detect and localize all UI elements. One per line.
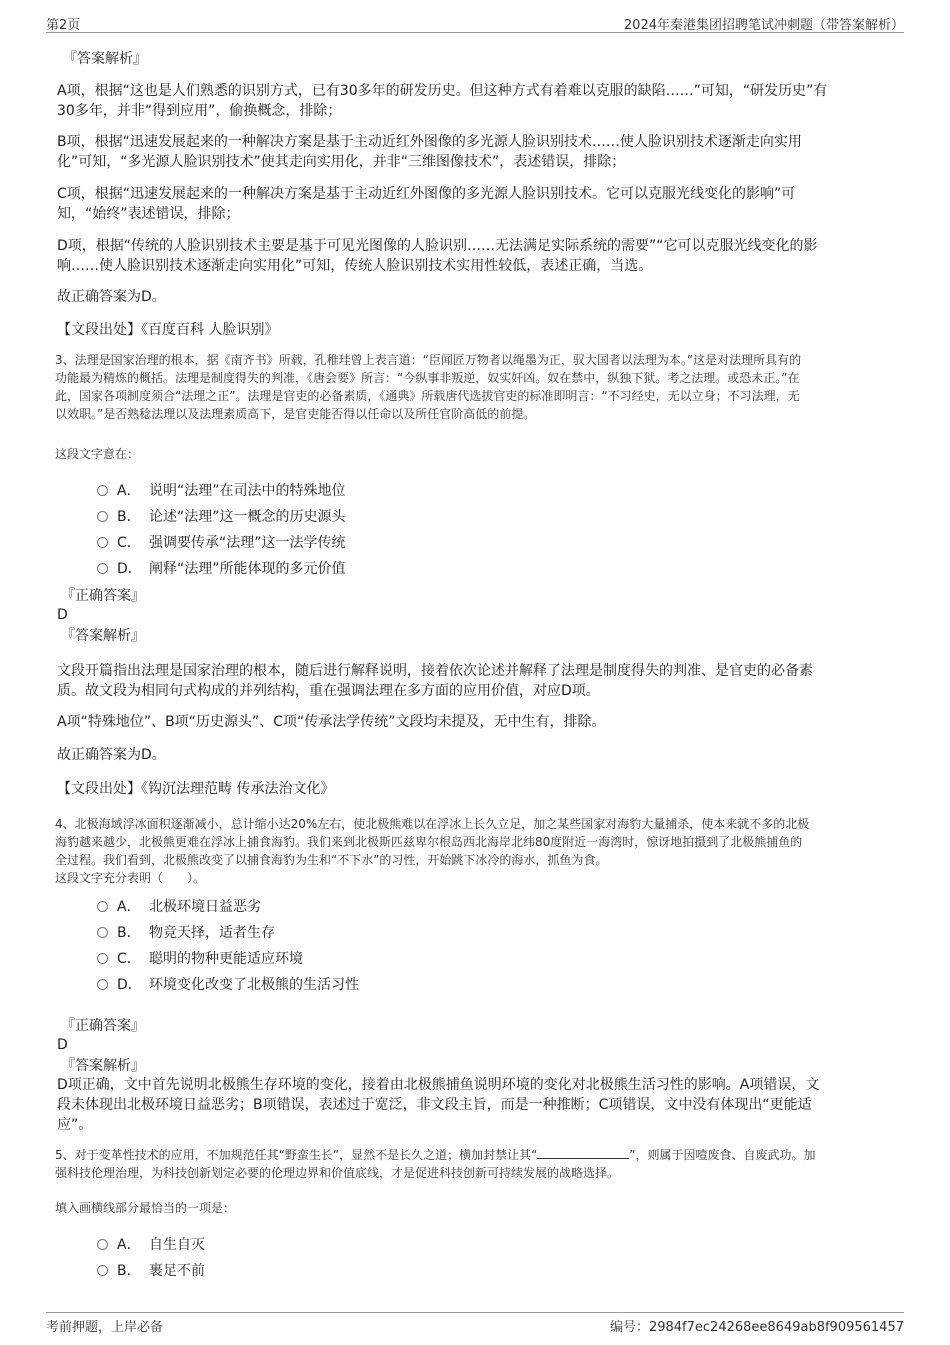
footer-code-label: 编号：	[609, 1320, 649, 1335]
radio-icon[interactable]	[97, 511, 108, 522]
option-letter: D．	[117, 977, 142, 993]
q3-answer-label: 『正确答案』	[61, 588, 145, 604]
q2-analysis-d-line: 响……使人脸识别技术逐渐走向实用化”可知，传统人脸识别技术实用性较低，表述正确，当选。	[57, 258, 653, 274]
document-title: 2024年秦港集团招聘笔试冲刺题（带答案解析）	[623, 18, 904, 33]
q5-stem-line: 强科技伦理治理，为科技创新划定必要的伦理边界和价值底线，才是促进科技创新可持续发展的战略选择。	[55, 1166, 620, 1180]
q4-analysis-line: 段未体现出北极环境日益恶劣；B项错误，表述过于宽泛，非文段主旨，而是一种推断；C项错误，文中没有体现出“更能适	[57, 1097, 812, 1113]
q3-analysis	[57, 661, 813, 701]
q5-option-a[interactable]	[97, 1235, 205, 1255]
q4-answer: D	[57, 1037, 68, 1053]
q2-analysis-d-line: D项，根据“传统的人脸识别技术主要是基于可见光图像的人脸识别……无法满足实际系统的需要”“它可以克服光线变化的影	[57, 238, 818, 254]
radio-icon[interactable]	[97, 1265, 108, 1276]
q2-analysis-a	[57, 81, 827, 121]
radio-icon[interactable]	[97, 1239, 108, 1250]
q3-source: 【文段出处】《钩沉法理范畴 传承法治文化》	[57, 781, 335, 797]
q2-analysis-label: 『答案解析』	[63, 51, 147, 67]
radio-icon[interactable]	[97, 979, 108, 990]
q5-stem-line	[55, 1146, 816, 1164]
q4-answer-label: 『正确答案』	[61, 1018, 145, 1034]
q3-option-d[interactable]	[97, 559, 346, 579]
q3-stem-line: 3、法理是国家治理的根本，据《南齐书》所载，孔稚珪曾上表言道：“臣闻匠万物者以绳墨为正，驭大国者以法理为本。”这是对法理所具有的	[55, 353, 802, 367]
q3-stem-line: 以效职。”是否熟稔法理以及法理素质高下，是官吏能否得以任命以及所任官阶高低的前提。	[55, 407, 536, 421]
option-text: 阐释“法理”所能体现的多元价值	[149, 561, 346, 577]
q2-analysis-b	[57, 132, 802, 172]
q2-analysis-c	[57, 184, 795, 224]
q2-analysis-b-line: 化”可知，“多光源人脸识别技术”使其走向实用化，并非“三维图像技术”，表述错误，排除；	[57, 154, 626, 170]
option-letter: B．	[117, 509, 141, 525]
option-text: 聪明的物种更能适应环境	[149, 951, 303, 967]
option-letter: C．	[117, 951, 141, 967]
q2-analysis-c-line: 知，“始终”表述错误，排除；	[57, 206, 240, 222]
q3-option-b[interactable]	[97, 507, 346, 527]
q4-analysis	[57, 1075, 819, 1135]
q2-source: 【文段出处】《百度百科 人脸识别》	[57, 322, 279, 338]
q2-analysis-a-line: 30多年，并非“得到应用”，偷换概念，排除；	[57, 103, 342, 119]
option-text: 裹足不前	[149, 1263, 205, 1279]
page-header	[46, 14, 904, 33]
option-letter: D．	[117, 561, 142, 577]
q3-stem-line: 此，国家各项制度须合“法理之正”。法理是官吏的必备素质，《通典》所载唐代选拔官吏的标准即明言：“不习经史，无以立身；不习法理，无	[55, 389, 800, 403]
q3-answer: D	[57, 607, 68, 623]
q5-stem	[55, 1146, 816, 1182]
option-text: 强调要传承“法理”这一法学传统	[149, 535, 346, 551]
q3-conclusion: 故正确答案为D。	[57, 747, 166, 763]
q3-stem	[55, 351, 801, 423]
option-letter: B．	[117, 1263, 141, 1279]
fill-blank	[537, 1146, 629, 1159]
footer-code	[610, 1316, 904, 1335]
q5-stem-before: 5、对于变革性技术的应用，不加规范任其“野蛮生长”，显然不是长久之道；横加封禁让其“	[55, 1148, 538, 1162]
option-text: 环境变化改变了北极熊的生活习性	[149, 977, 359, 993]
option-letter: A．	[117, 483, 141, 499]
q4-option-a[interactable]	[97, 897, 261, 917]
q2-analysis-c-line: C项，根据“迅速发展起来的一种解决方案是基于主动近红外图像的多光源人脸识别技术。它可以克服光线变化的影响”可	[57, 186, 796, 202]
option-text: 物竞天择，适者生存	[149, 925, 275, 941]
option-letter: A．	[117, 1237, 141, 1253]
option-letter: B．	[117, 925, 141, 941]
q3-exclusion: A项“特殊地位”、B项“历史源头”、C项“传承法学传统”文段均未提及，无中生有，排除。	[57, 714, 606, 730]
radio-icon[interactable]	[97, 901, 108, 912]
q4-stem	[55, 815, 809, 887]
q4-stem-line: 全过程。我们看到，北极熊改变了以捕食海豹为生和“不下水”的习性，开始跳下冰冷的海水，抓鱼为食。	[55, 853, 608, 867]
footer-code-value: 2984f7ec24268ee8649ab8f909561457	[648, 1320, 904, 1335]
q4-option-d[interactable]	[97, 975, 359, 995]
radio-icon[interactable]	[97, 485, 108, 496]
q4-analysis-line: 应”。	[57, 1117, 93, 1133]
radio-icon[interactable]	[97, 927, 108, 938]
q5-prompt: 填入画横线部分最恰当的一项是：	[55, 1201, 236, 1215]
q4-stem-line: 这段文字充分表明（ ）。	[55, 871, 206, 885]
q4-analysis-label: 『答案解析』	[61, 1058, 145, 1074]
q3-option-a[interactable]	[97, 481, 346, 501]
option-text: 论述“法理”这一概念的历史源头	[149, 509, 346, 525]
q2-analysis-a-line: A项，根据“这也是人们熟悉的识别方式，已有30多年的研发历史。但这种方式有着难以克服的缺陷……”可知，“研发历史”有	[57, 83, 828, 99]
q3-option-c[interactable]	[97, 533, 346, 553]
q5-stem-after: ”，则属于因噎废食、自废武功。加	[629, 1148, 816, 1162]
option-text: 北极环境日益恶劣	[149, 899, 261, 915]
q3-stem-line: 功能最为精炼的概括。法理是制度得失的判准，《唐会要》所言：“今纵事非叛逆，奴实奸凶。奴在禁中，纵独下狱。考之法理。或恐未正。”在	[55, 371, 800, 385]
page-number: 第2页	[46, 18, 81, 33]
q2-conclusion: 故正确答案为D。	[57, 289, 166, 305]
option-letter: C．	[117, 535, 141, 551]
q4-analysis-line: D项正确，文中首先说明北极熊生存环境的变化，接着由北极熊捕鱼说明环境的变化对北极熊生活习性的影响。A项错误，文	[57, 1077, 820, 1093]
q2-analysis-d	[57, 236, 818, 276]
footer-slogan: 考前押题，上岸必备	[46, 1320, 164, 1335]
q5-option-b[interactable]	[97, 1261, 205, 1281]
q4-stem-line: 4、北极海域浮冰面积逐渐减小，总计缩小达20%左右，使北极熊难以在浮冰上长久立足，加之某些国家对海豹大量捕杀，使本来就不多的北极	[55, 817, 810, 831]
option-text: 自生自灭	[149, 1237, 205, 1253]
radio-icon[interactable]	[97, 537, 108, 548]
q3-analysis-line: 质。故文段为相同句式构成的并列结构，重在强调法理在多方面的应用价值，对应D项。	[57, 683, 600, 699]
q4-option-c[interactable]	[97, 949, 303, 969]
q4-stem-line: 海豹越来越少，北极熊更难在浮冰上捕食海豹。我们来到北极斯匹兹卑尔根岛西北海岸北纬80度附近一海湾时，惊讶地拍摄到了北极熊捕鱼的	[55, 835, 803, 849]
q3-analysis-line: 文段开篇指出法理是国家治理的根本，随后进行解释说明，接着依次论述并解释了法理是制度得失的判准、是官吏的必备素	[57, 663, 813, 679]
q3-prompt: 这段文字意在：	[55, 447, 140, 461]
radio-icon[interactable]	[97, 953, 108, 964]
radio-icon[interactable]	[97, 563, 108, 574]
page-footer	[46, 1312, 904, 1335]
q3-analysis-label: 『答案解析』	[61, 628, 145, 644]
q4-option-b[interactable]	[97, 923, 275, 943]
option-text: 说明“法理”在司法中的特殊地位	[149, 483, 346, 499]
option-letter: A．	[117, 899, 141, 915]
q2-analysis-b-line: B项，根据“迅速发展起来的一种解决方案是基于主动近红外图像的多光源人脸识别技术……使人脸识别技术逐渐走向实用	[57, 134, 802, 150]
